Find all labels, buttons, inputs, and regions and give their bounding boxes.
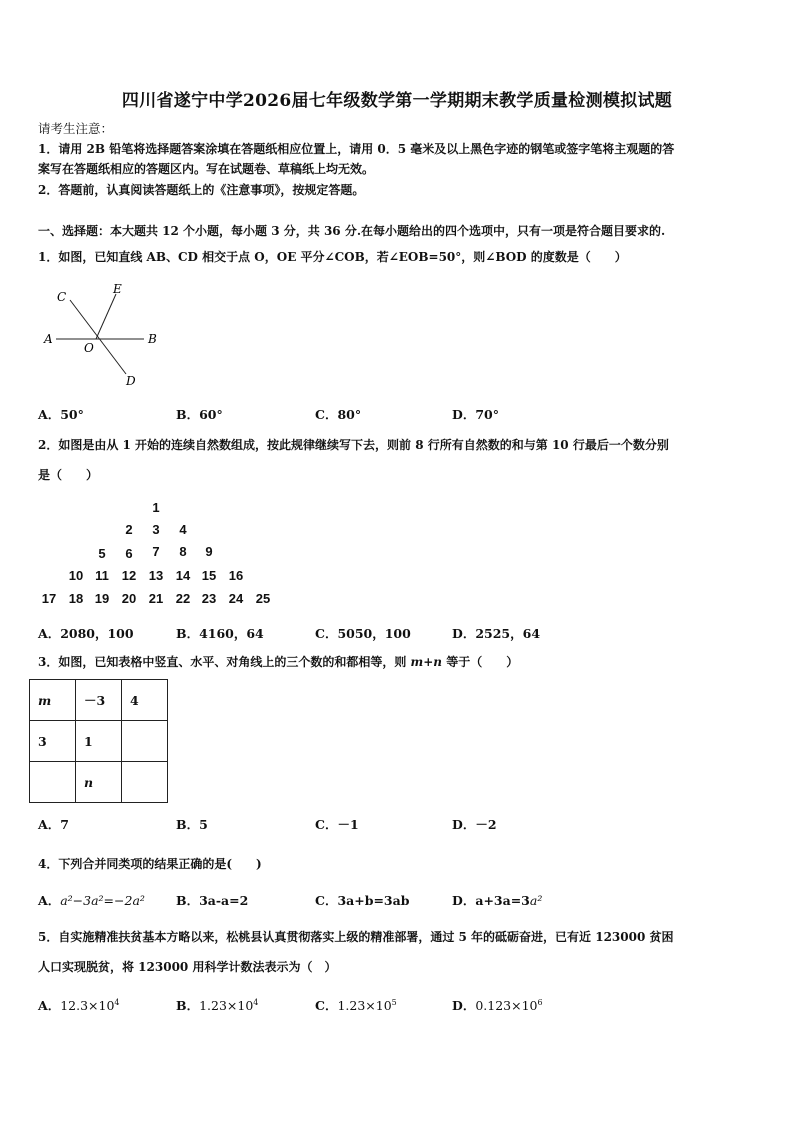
table-row [30, 680, 168, 721]
q5-option-c[interactable] [315, 996, 397, 1014]
triangle-number: 21 [148, 591, 164, 606]
q2-option-a[interactable]: A．2080，100 [38, 626, 134, 641]
triangle-number: 8 [179, 544, 187, 559]
triangle-number: 14 [175, 568, 191, 583]
grid-cell: 4 [122, 680, 168, 721]
q4-stem: 4．下列合并同类项的结果正确的是( ) [38, 857, 262, 871]
q4-option-d[interactable] [452, 891, 542, 909]
q3-stem-post: 等于（ ） [442, 655, 519, 669]
q4-option-c[interactable]: C．3a+b=3ab [315, 893, 410, 908]
q3-option-b[interactable]: B．5 [176, 817, 208, 832]
q5-option-b-label: B． [176, 998, 200, 1013]
triangle-number: 4 [179, 522, 187, 537]
q5-option-a[interactable] [38, 996, 120, 1014]
grid-cell: 3 [30, 721, 76, 762]
q4-option-b[interactable]: B．3a-a=2 [176, 893, 249, 908]
triangle-number: 13 [148, 568, 164, 583]
q5-stem-line-2: 人口实现脱贫，将 123000 用科学计数法表示为（ ） [38, 960, 337, 974]
q2-option-b[interactable]: B．4160，64 [176, 626, 264, 641]
triangle-number: 25 [255, 591, 271, 606]
triangle-number: 18 [68, 591, 84, 606]
triangle-number: 3 [152, 522, 160, 537]
triangle-number: 16 [228, 568, 244, 583]
q2-stem-line-2: 是（ ） [38, 468, 99, 482]
q1-option-b[interactable]: B．60° [176, 407, 223, 422]
triangle-number: 20 [121, 591, 137, 606]
q1-stem: 1．如图，已知直线 AB、CD 相交于点 O，OE 平分∠COB，若∠EOB=50°，则∠BOD 的度数是（ ） [38, 250, 627, 264]
q5-option-b[interactable] [176, 996, 258, 1014]
label-a: A [44, 332, 53, 346]
q3-stem-expr: m+n [410, 655, 443, 669]
grid-cell [122, 762, 168, 803]
q2-stem-line-1: 2．如图是由从 1 开始的连续自然数组成，按此规律继续写下去，则前 8 行所有自然数的和与第 10 行最后一个数分别 [38, 438, 669, 452]
triangle-number: 22 [175, 591, 191, 606]
q5-option-d-exp: 6 [537, 997, 543, 1007]
triangle-number: 6 [125, 546, 133, 561]
triangle-number: 23 [201, 591, 217, 606]
q3-option-d[interactable]: D．－2 [452, 817, 497, 832]
q2-option-d[interactable]: D．2525，64 [452, 626, 541, 641]
triangle-number: 12 [121, 568, 137, 583]
q3-stem-pre: 3．如图，已知表格中竖直、水平、对角线上的三个数的和都相等，则 [38, 655, 411, 669]
q4-option-d-label: D．a+3a=3 [452, 893, 530, 908]
grid-cell: n [76, 762, 122, 803]
notice-heading: 请考生注意： [38, 121, 114, 136]
triangle-number: 9 [205, 544, 213, 559]
grid-cell [30, 762, 76, 803]
q5-option-a-exp: 4 [114, 997, 120, 1007]
grid-cell: m [30, 680, 76, 721]
q2-option-c[interactable]: C．5050，100 [315, 626, 411, 641]
label-d: D [126, 374, 136, 388]
q5-option-a-base: 12.3×10 [60, 998, 115, 1013]
label-c: C [57, 290, 67, 304]
triangle-number: 19 [94, 591, 110, 606]
q5-option-b-base: 1.23×10 [199, 998, 254, 1013]
table-row [30, 721, 168, 762]
q3-option-c[interactable]: C．－1 [315, 817, 359, 832]
q1-figure [36, 280, 176, 392]
q4-option-d-math: a² [529, 893, 543, 908]
q1-option-c[interactable]: C．80° [315, 407, 362, 422]
notice-line-1: 1．请用 2B 铅笔将选择题答案涂填在答题纸相应位置上，请用 0．5 毫米及以上黑色字迹的钢笔或签字笔将主观题的答 [38, 142, 675, 156]
q5-option-a-label: A． [38, 998, 61, 1013]
q4-option-a-label: A． [38, 893, 61, 908]
q5-option-c-exp: 5 [391, 997, 397, 1007]
q5-option-c-base: 1.23×10 [337, 998, 392, 1013]
triangle-number: 10 [68, 568, 84, 583]
triangle-number: 24 [228, 591, 244, 606]
page-title: 四川省遂宁中学2026届七年级数学第一学期期末教学质量检测模拟试题 [121, 91, 673, 111]
q3-stem [38, 653, 518, 671]
triangle-number: 15 [201, 568, 217, 583]
q5-option-d-label: D． [452, 998, 476, 1013]
q5-option-c-label: C． [315, 998, 338, 1013]
q3-grid [29, 679, 168, 803]
grid-cell: 1 [76, 721, 122, 762]
label-o: O [84, 341, 94, 355]
q5-option-b-exp: 4 [253, 997, 259, 1007]
triangle-number: 17 [41, 591, 57, 606]
triangle-number: 2 [125, 522, 133, 537]
triangle-number: 5 [98, 546, 106, 561]
line-cd [70, 300, 126, 374]
q5-option-d[interactable] [452, 996, 543, 1014]
notice-line-3: 2．答题前，认真阅读答题纸上的《注意事项》，按规定答题。 [38, 183, 365, 197]
q3-option-a[interactable]: A．7 [38, 817, 69, 832]
triangle-number: 7 [152, 544, 160, 559]
label-b: B [148, 332, 157, 346]
section-heading: 一、选择题：本大题共 12 个小题，每小题 3 分，共 36 分.在每小题给出的四个选项中，只有一项是符合题目要求的. [38, 224, 666, 238]
q1-option-d[interactable]: D．70° [452, 407, 499, 422]
notice-line-2: 案写在答题纸相应的答题区内。写在试题卷、草稿纸上均无效。 [38, 162, 375, 176]
q5-option-d-base: 0.123×10 [475, 998, 538, 1013]
q4-option-a[interactable] [38, 891, 145, 909]
q1-option-a[interactable]: A．50° [38, 407, 84, 422]
table-row [30, 762, 168, 803]
triangle-number: 1 [152, 500, 160, 515]
grid-cell [122, 721, 168, 762]
ray-oe [96, 294, 116, 339]
triangle-number: 11 [95, 568, 109, 583]
grid-cell: －3 [76, 680, 122, 721]
q5-stem-line-1: 5．自实施精准扶贫基本方略以来，松桃县认真贯彻落实上级的精准部署，通过 5 年的砥砺奋进，已有近 123000 贫困 [38, 930, 674, 944]
label-e: E [113, 282, 122, 296]
q4-option-a-math: a²−3a²=−2a² [60, 893, 145, 908]
